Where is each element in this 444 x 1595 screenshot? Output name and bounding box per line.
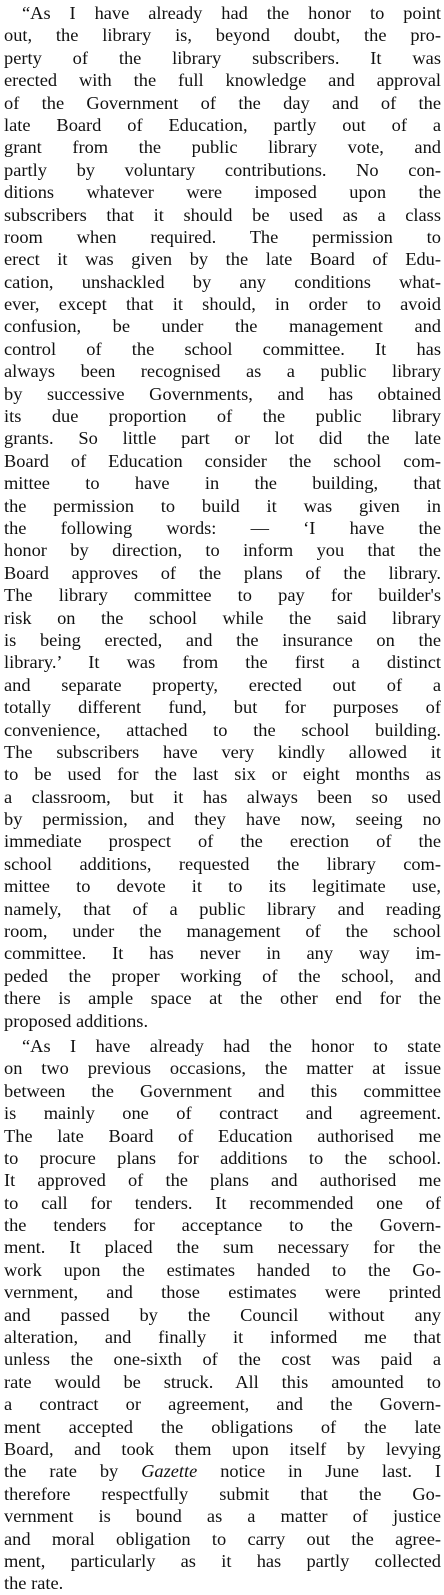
text-line: its due proportion of the public library <box>4 406 441 427</box>
text-line: grants. So little part or lot did the late <box>4 428 441 449</box>
text-line: late Board of Education, partly out of a <box>4 114 441 135</box>
text-line: It approved of the plans and authorised me <box>4 1170 441 1191</box>
text-segment: notice in June last. I <box>197 1461 441 1482</box>
text-line: to call for tenders. It recommended one of <box>4 1192 441 1213</box>
text-line: confusion, be under the management and <box>4 316 441 337</box>
text-line: a contract or agreement, and the Govern- <box>4 1394 441 1415</box>
text-line: The library committee to pay for builder's <box>4 585 441 606</box>
text-line: of the Government of the day and of the <box>4 92 441 113</box>
text-line: proposed additions. <box>4 1010 149 1031</box>
text-line: by successive Governments, and has obtained <box>4 383 441 404</box>
text-line: room, under the management of the school <box>4 921 441 942</box>
text-line: “As I have already had the honor to point <box>22 3 441 23</box>
text-line: on two previous occasions, the matter at issue <box>4 1058 441 1079</box>
text-line: a classroom, but it has always been so used <box>4 786 441 807</box>
text-line: erected with the full knowledge and approval <box>4 70 441 91</box>
text-line: risk on the school while the said library <box>4 607 441 628</box>
text-line: mittee to devote it to its legitimate use, <box>4 876 441 897</box>
text-line: between the Government and this committee <box>4 1080 441 1101</box>
text-line: erect it was given by the late Board of Edu- <box>4 249 441 270</box>
text-line: cation, unshackled by any conditions what- <box>4 271 441 292</box>
text-line: ment accepted the obligations of the late <box>4 1416 441 1437</box>
text-line: library.’ It was from the first a distinct <box>4 652 441 673</box>
text-line: ditions whatever were imposed upon the <box>4 182 441 203</box>
text-line: namely, that of a public library and reading <box>4 898 441 919</box>
text-line: perty of the library subscribers. It was <box>4 47 441 68</box>
text-line: there is ample space at the other end for the <box>4 988 441 1009</box>
text-line: unless the one-sixth of the cost was paid a <box>4 1349 441 1370</box>
text-line: The subscribers have very kindly allowed it <box>4 741 441 762</box>
text-line: The late Board of Education authorised me <box>4 1125 441 1146</box>
text-line: Board approves of the plans of the library. <box>4 562 441 583</box>
text-line: immediate prospect of the erection of the <box>4 831 441 852</box>
text-line: by permission, and they have now, seeing no <box>4 809 441 830</box>
text-line: Board, and took them upon itself by levying <box>4 1439 441 1459</box>
text-line: is being erected, and the insurance on the <box>4 629 441 650</box>
text-line: and separate property, erected out of a <box>4 674 441 695</box>
text-line: the following words: — ‘I have the <box>4 517 441 538</box>
text-line: ever, except that it should, in order to avoid <box>4 294 441 315</box>
text-line: and passed by the Council without any <box>4 1304 441 1325</box>
text-line: is mainly one of contract and agreement. <box>4 1103 441 1124</box>
text-line: to procure plans for additions to the school. <box>4 1147 441 1168</box>
text-line: ment, particularly as it has partly collected <box>4 1550 441 1571</box>
text-line: ment. It placed the sum necessary for the <box>4 1237 441 1258</box>
text-line: always been recognised as a public library <box>4 361 441 382</box>
text-line: therefore respectfully submit that the Go- <box>4 1483 441 1504</box>
text-line: the tenders for acceptance to the Govern- <box>4 1215 441 1236</box>
text-line: partly by voluntary contributions. No con- <box>4 159 441 180</box>
text-line: grant from the public library vote, and <box>4 137 441 158</box>
text-line: subscribers that it should be used as a class <box>4 204 441 225</box>
text-line: school additions, requested the library com- <box>4 853 441 874</box>
italic-word: Gazette <box>141 1461 198 1482</box>
text-line: room when required. The permission to <box>4 226 441 247</box>
text-line: totally different fund, but for purposes of <box>4 697 441 718</box>
text-line: mittee to have in the building, that <box>4 473 441 494</box>
text-line: honor by direction, to inform you that the <box>4 540 441 561</box>
text-line: peded the proper working of the school, and <box>4 965 441 986</box>
text-line: vernment, and those estimates were printed <box>4 1282 441 1303</box>
text-line: the permission to build it was given in <box>4 495 441 516</box>
paragraph-library-property <box>4 2 441 1032</box>
text-line: the rate. <box>4 1573 64 1594</box>
text-line: vernment is bound as a matter of justice <box>4 1506 441 1527</box>
text-line: work upon the estimates handed to the Go- <box>4 1259 441 1280</box>
text-line: alteration, and finally it informed me that <box>4 1327 441 1348</box>
text-line: convenience, attached to the school building. <box>4 719 441 740</box>
text-line: Board of Education consider the school com- <box>4 450 441 471</box>
text-segment: the rate by <box>4 1461 142 1482</box>
text-line: rate would be struck. All this amounted to <box>4 1371 441 1392</box>
text-line: control of the school committee. It has <box>4 338 441 359</box>
paragraph-contract-agreement <box>4 1035 441 1595</box>
text-line: “As I have already had the honor to state <box>22 1035 441 1056</box>
text-line: out, the library is, beyond doubt, the pro- <box>4 25 441 46</box>
text-line: committee. It has never in any way im- <box>4 943 441 964</box>
text-line: to be used for the last six or eight months as <box>4 764 441 785</box>
text-line: and moral obligation to carry out the agree- <box>4 1528 441 1549</box>
text-line <box>4 1460 441 1482</box>
